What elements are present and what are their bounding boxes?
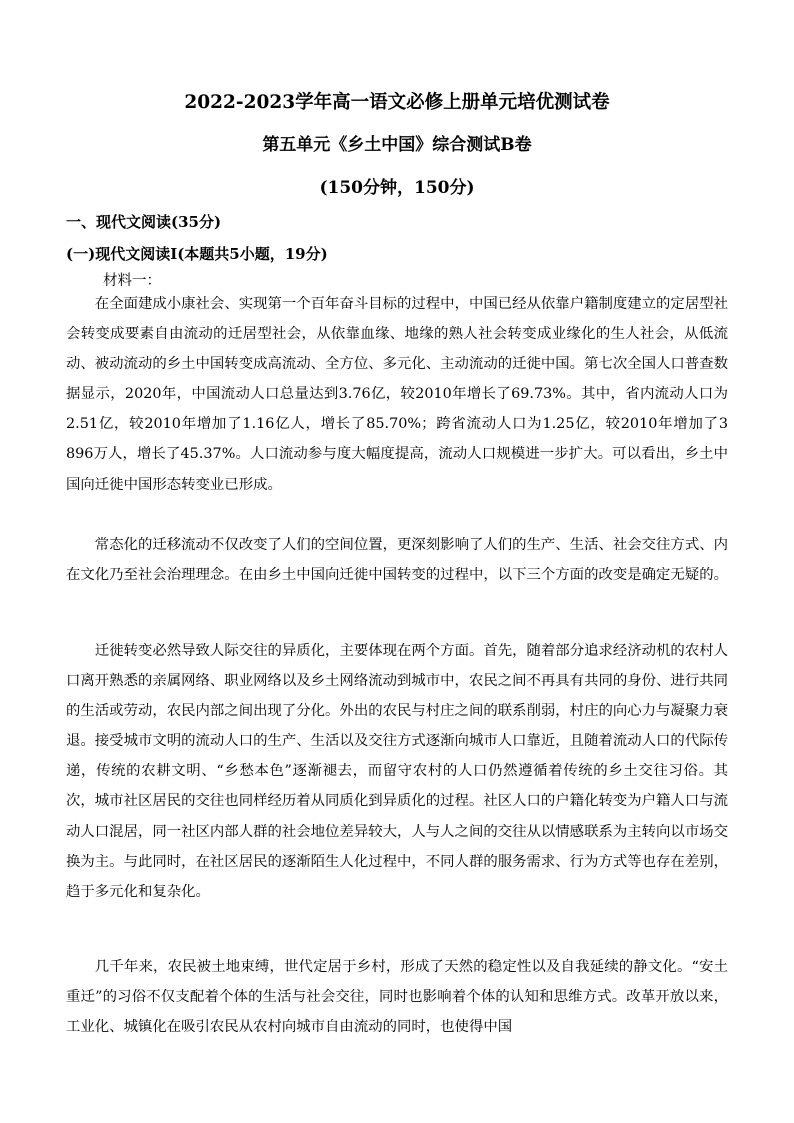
paragraph-2 <box>66 530 728 590</box>
exam-title: 2022-2023学年高一语文必修上册单元培优测试卷 <box>184 92 610 113</box>
paragraph-3 <box>66 636 728 907</box>
time-score-info: (150分钟，150分) <box>319 178 475 198</box>
material-label: 材料一： <box>103 273 161 289</box>
paragraph-1 <box>66 289 728 500</box>
paragraph-text: 迁徙转变必然导致人际交往的异质化，主要体现在两个方面。首先，随着部分追求经济动机的农村人口离开熟悉的亲属网络、职业网络以及乡土网络流动到城市中，农民之间不再具有共同的身份、进行共同的生活或劳动，农民内部之间出现了分化。外出的农民与村庄之间的联系削弱，村庄的向心力与凝聚力衰退。接受城市文明的流动人口的生产、生活以及交往方式逐渐向城市人口靠近，且随着流动人口的代际传递，传统的农耕文明、“乡愁本色”逐渐褪去，而留守农村的人口仍然遵循着传统的乡土交往习俗。其次，城市社区居民的交往也同样经历着从同质化到异质化的过程。社区人口的户籍化转变为户籍人口与流动人口混居，同一社区内部人群的社会地位差异较大，人与人之间的交往从以情感联系为主转向以市场交换为主。与此同时，在社区居民的逐渐陌生人化过程中，不同人群的服务需求、行为方式等也存在差别，趋于多元化和复杂化。 <box>66 643 728 900</box>
paragraph-text: 几千年来，农民被土地束缚，世代定居于乡村，形成了天然的稳定性以及自我延续的静文化。“安土重迁”的习俗不仅支配着个体的生活与社会交往，同时也影响着个体的认知和思维方式。改革开放以来，工业化、城镇化在吸引农民从农村向城市自由流动的同时，也使得中国 <box>66 959 728 1036</box>
paragraph-4 <box>66 952 728 1042</box>
section-heading: 一、现代文阅读(35分) <box>66 213 222 231</box>
exam-subtitle: 第五单元《乡土中国》综合测试B卷 <box>262 135 532 155</box>
paragraph-text: 常态化的迁移流动不仅改变了人们的空间位置，更深刻影响了人们的生产、生活、社会交往方式、内在文化乃至社会治理理念。在由乡土中国向迁徙中国转变的过程中，以下三个方面的改变是确定无疑的。 <box>66 537 728 584</box>
paragraph-text: 在全面建成小康社会、实现第一个百年奋斗目标的过程中，中国已经从依靠户籍制度建立的定居型社会转变成要素自由流动的迁居型社会，从依靠血缘、地缘的熟人社会转变成业缘化的生人社会，从低流动、被动流动的乡土中国转变成高流动、全方位、多元化、主动流动的迁徙中国。第七次全国人口普查数据显示，2020年，中国流动人口总量达到3.76亿，较2010年增长了69.73%。其中，省内流动人口为2.51亿，较2010年增加了1.16亿人，增长了85.70%；跨省流动人口为1.25亿，较2010年增加了3 896万人，增长了45.37%。人口流动参与度大幅度提高，流动人口规模进一步扩大。可以看出，乡土中国向迁徙中国形态转变业已形成。 <box>66 296 728 493</box>
subsection-heading: (一)现代文阅读Ⅰ(本题共5小题，19分) <box>66 245 328 263</box>
